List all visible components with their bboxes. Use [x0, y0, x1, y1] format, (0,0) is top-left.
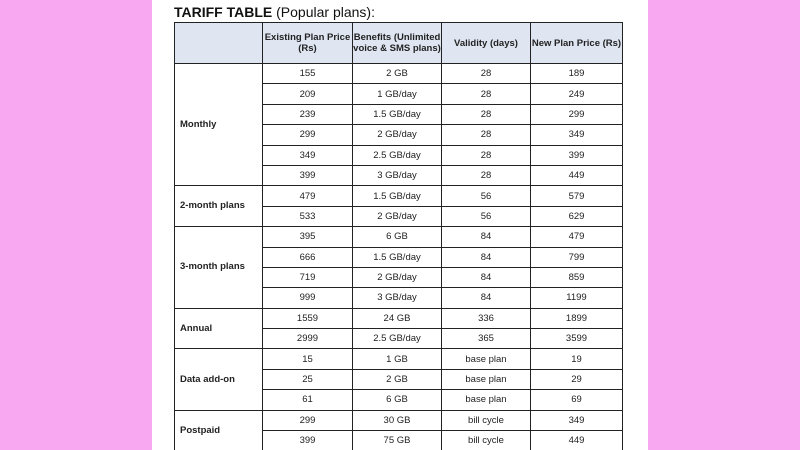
existing-price-cell: 999	[263, 288, 353, 308]
new-price-cell: 629	[531, 206, 623, 226]
table-row	[175, 308, 623, 328]
title-rest: (Popular plans):	[272, 4, 375, 20]
benefits-cell: 2 GB	[353, 64, 442, 84]
header-new-price: New Plan Price (Rs)	[531, 23, 623, 64]
new-price-cell: 1899	[531, 308, 623, 328]
validity-cell: 56	[442, 186, 531, 206]
document-page	[152, 0, 648, 450]
benefits-cell: 2.5 GB/day	[353, 329, 442, 349]
category-cell: Data add-on	[175, 349, 263, 410]
validity-cell: 28	[442, 84, 531, 104]
new-price-cell: 799	[531, 247, 623, 267]
existing-price-cell: 399	[263, 165, 353, 185]
existing-price-cell: 299	[263, 125, 353, 145]
table-row	[175, 349, 623, 369]
validity-cell: base plan	[442, 349, 531, 369]
benefits-cell: 2 GB	[353, 369, 442, 389]
validity-cell: 28	[442, 145, 531, 165]
category-cell: Postpaid	[175, 410, 263, 450]
benefits-cell: 6 GB	[353, 390, 442, 410]
table-row	[175, 186, 623, 206]
benefits-cell: 2 GB/day	[353, 125, 442, 145]
existing-price-cell: 2999	[263, 329, 353, 349]
existing-price-cell: 15	[263, 349, 353, 369]
benefits-cell: 1 GB/day	[353, 84, 442, 104]
table-body	[175, 64, 623, 450]
benefits-cell: 3 GB/day	[353, 288, 442, 308]
existing-price-cell: 299	[263, 410, 353, 430]
header-benefits: Benefits (Unlimited voice & SMS plans)	[353, 23, 442, 64]
validity-cell: bill cycle	[442, 431, 531, 450]
header-category	[175, 23, 263, 64]
existing-price-cell: 155	[263, 64, 353, 84]
table-title	[174, 4, 375, 20]
benefits-cell: 24 GB	[353, 308, 442, 328]
title-bold: TARIFF TABLE	[174, 4, 273, 20]
new-price-cell: 1199	[531, 288, 623, 308]
new-price-cell: 299	[531, 104, 623, 124]
validity-cell: 84	[442, 227, 531, 247]
existing-price-cell: 1559	[263, 308, 353, 328]
benefits-cell: 2 GB/day	[353, 206, 442, 226]
benefits-cell: 3 GB/day	[353, 165, 442, 185]
validity-cell: base plan	[442, 369, 531, 389]
benefits-cell: 75 GB	[353, 431, 442, 450]
new-price-cell: 859	[531, 267, 623, 287]
new-price-cell: 249	[531, 84, 623, 104]
validity-cell: bill cycle	[442, 410, 531, 430]
benefits-cell: 1.5 GB/day	[353, 186, 442, 206]
new-price-cell: 579	[531, 186, 623, 206]
new-price-cell: 29	[531, 369, 623, 389]
new-price-cell: 449	[531, 165, 623, 185]
existing-price-cell: 209	[263, 84, 353, 104]
existing-price-cell: 239	[263, 104, 353, 124]
new-price-cell: 349	[531, 125, 623, 145]
table-row	[175, 410, 623, 430]
category-cell: 3-month plans	[175, 227, 263, 309]
validity-cell: 84	[442, 288, 531, 308]
new-price-cell: 449	[531, 431, 623, 450]
validity-cell: 28	[442, 165, 531, 185]
validity-cell: 336	[442, 308, 531, 328]
tariff-table	[174, 22, 623, 450]
validity-cell: 28	[442, 64, 531, 84]
validity-cell: 84	[442, 267, 531, 287]
benefits-cell: 1 GB	[353, 349, 442, 369]
existing-price-cell: 479	[263, 186, 353, 206]
existing-price-cell: 61	[263, 390, 353, 410]
existing-price-cell: 533	[263, 206, 353, 226]
table-row	[175, 227, 623, 247]
category-cell: Monthly	[175, 64, 263, 186]
benefits-cell: 1.5 GB/day	[353, 247, 442, 267]
benefits-cell: 1.5 GB/day	[353, 104, 442, 124]
header-row	[175, 23, 623, 64]
new-price-cell: 69	[531, 390, 623, 410]
new-price-cell: 349	[531, 410, 623, 430]
validity-cell: 365	[442, 329, 531, 349]
new-price-cell: 189	[531, 64, 623, 84]
category-cell: 2-month plans	[175, 186, 263, 227]
existing-price-cell: 399	[263, 431, 353, 450]
header-existing-price: Existing Plan Price (Rs)	[263, 23, 353, 64]
validity-cell: base plan	[442, 390, 531, 410]
new-price-cell: 479	[531, 227, 623, 247]
existing-price-cell: 719	[263, 267, 353, 287]
validity-cell: 28	[442, 125, 531, 145]
benefits-cell: 2.5 GB/day	[353, 145, 442, 165]
validity-cell: 84	[442, 247, 531, 267]
validity-cell: 56	[442, 206, 531, 226]
existing-price-cell: 666	[263, 247, 353, 267]
table-row	[175, 64, 623, 84]
new-price-cell: 3599	[531, 329, 623, 349]
benefits-cell: 30 GB	[353, 410, 442, 430]
validity-cell: 28	[442, 104, 531, 124]
existing-price-cell: 395	[263, 227, 353, 247]
category-cell: Annual	[175, 308, 263, 349]
new-price-cell: 19	[531, 349, 623, 369]
new-price-cell: 399	[531, 145, 623, 165]
benefits-cell: 6 GB	[353, 227, 442, 247]
benefits-cell: 2 GB/day	[353, 267, 442, 287]
existing-price-cell: 349	[263, 145, 353, 165]
header-validity: Validity (days)	[442, 23, 531, 64]
existing-price-cell: 25	[263, 369, 353, 389]
